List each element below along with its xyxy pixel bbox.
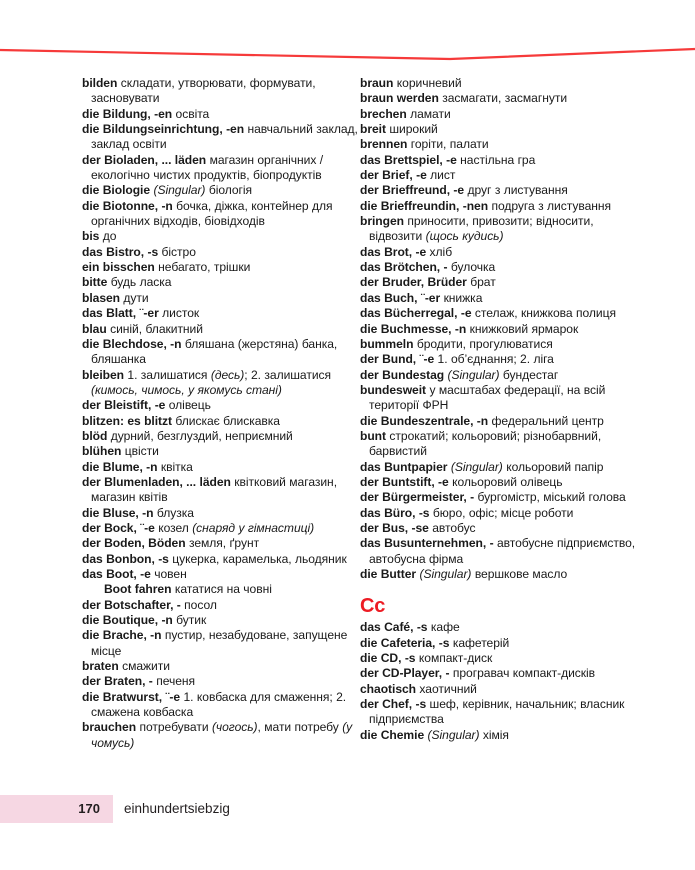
glossary-entry (360, 460, 638, 475)
glossary-entry (82, 444, 360, 459)
entry-gloss: навчальний (244, 122, 313, 137)
entry-headword: brauchen (82, 720, 137, 735)
entry-headword: die Blechdose, -n (82, 336, 182, 351)
glossary-entry (360, 153, 638, 168)
entry-gloss-wrap: засновувати (91, 91, 160, 106)
entry-gloss: федеральний центр (488, 413, 604, 428)
glossary-entry (360, 76, 638, 91)
entry-gloss: хаотичний (416, 681, 477, 696)
glossary-entry (82, 628, 360, 659)
glossary-entry (82, 475, 360, 506)
entry-headword: die CD, -s (360, 651, 416, 666)
glossary-entry (360, 506, 638, 521)
entry-gloss: блискає блискавка (172, 413, 280, 428)
entry-headword: der Braten, - (82, 674, 153, 689)
glossary-entry (82, 122, 360, 153)
entry-gloss: освіта (172, 106, 210, 121)
entry-headword: das Buntpapier (360, 459, 448, 474)
entry-gloss-wrap: бляшанка (91, 352, 146, 367)
entry-headword: die Boutique, -n (82, 613, 173, 628)
entry-gloss: хімія (479, 727, 509, 742)
entry-gloss: хліб (426, 244, 453, 259)
entry-gloss-wrap-note: (щось кудись) (425, 229, 504, 244)
entry-headword: blasen (82, 290, 121, 305)
glossary-entry (360, 291, 638, 306)
glossary-columns (0, 76, 695, 751)
entry-headword: bis (82, 229, 100, 244)
entry-gloss-wrap: екологічно чистих продуктів, біопродуктів (91, 168, 322, 183)
entry-gloss: цукерка, карамелька, (168, 551, 292, 566)
entry-gloss: цвісти (121, 444, 159, 459)
glossary-entry (360, 168, 638, 183)
entry-headword: das Brötchen, - (360, 260, 448, 275)
entry-headword: der Bürgermeister, - (360, 490, 475, 505)
entry-headword: blitzen: es blitzt (82, 413, 173, 428)
glossary-entry (82, 337, 360, 368)
entry-gloss: засмагати, засмагнути (438, 91, 568, 106)
entry-headword: bitte (82, 275, 108, 290)
glossary-entry (360, 91, 638, 106)
entry-gloss: стелаж, книжкова полиця (471, 306, 616, 321)
entry-gloss: друг з листування (464, 183, 568, 198)
entry-headword: der Brieffreund, -e (360, 183, 465, 198)
entry-gloss: синій, блакитний (106, 321, 203, 336)
entry-gloss: ламати (406, 106, 451, 121)
entry-gloss: автобус (428, 520, 476, 535)
glossary-entry (360, 183, 638, 198)
entry-gloss: потребувати (136, 720, 212, 735)
entry-subitem (91, 582, 360, 597)
entry-gloss-wrap: магазин, магазин квітів (91, 474, 338, 505)
entry-gloss-note: (снаряд у гімнастиці) (192, 520, 315, 535)
glossary-entry (82, 291, 360, 306)
glossary-entry (360, 651, 638, 666)
entry-headword: die Bundeszentrale, -n (360, 413, 489, 428)
glossary-entry (82, 398, 360, 413)
glossary-entry (82, 322, 360, 337)
entry-gloss: шеф, керівник, начальник; (426, 697, 577, 712)
entry-gloss: компакт-диск (415, 651, 493, 666)
entry-headword: das Büro, -s (360, 505, 430, 520)
entry-gloss: кольоровий олівець (448, 474, 563, 489)
entry-gloss: олівець (165, 398, 211, 413)
entry-headword: das Bücherregal, -e (360, 306, 472, 321)
glossary-entry (360, 490, 638, 505)
glossary-entry (360, 697, 638, 728)
glossary-entry (82, 506, 360, 521)
entry-headword: der Bleistift, -e (82, 398, 166, 413)
entry-gloss: бутик (172, 613, 207, 628)
entry-gloss: бюро, офіс; місце роботи (429, 505, 574, 520)
entry-headword: bundesweit (360, 382, 427, 397)
entry-gloss: складати, утворювати, формувати, (117, 76, 316, 90)
entry-gloss: строкатий; кольоровий; різнобарвний, (386, 428, 602, 443)
folio-word: einhundertsiebzig (124, 801, 230, 816)
entry-gloss-note: (чогось) (211, 720, 258, 735)
glossary-entry (82, 659, 360, 674)
entry-headword: die Buchmesse, -n (360, 321, 467, 336)
entry-gloss: небагато, трішки (154, 260, 251, 275)
entry-headword: der Bruder, Brüder (360, 275, 467, 290)
entry-gloss-cont: , мати (257, 720, 292, 735)
entry-headword: blühen (82, 444, 122, 459)
page-footer (0, 795, 695, 823)
entry-headword: bleiben (82, 367, 124, 382)
entry-gloss: у масштабах федерації, на всій (426, 382, 606, 397)
entry-headword: das Bonbon, -s (82, 551, 169, 566)
entry-headword: der Bus, -se (360, 520, 429, 535)
glossary-entry (360, 414, 638, 429)
glossary-entry (360, 620, 638, 635)
entry-headword: die Brieffreundin, -nen (360, 198, 489, 213)
entry-subitem-headword: Boot fahren (104, 582, 172, 597)
glossary-entry (82, 720, 360, 751)
entry-gloss: приносити, привозити; відносити, (404, 214, 594, 229)
entry-headword: brennen (360, 137, 408, 152)
entry-headword: der CD-Player, - (360, 666, 450, 681)
entry-headword: die Cafeteria, -s (360, 635, 450, 650)
entry-headword: das Blatt, ¨-er (82, 306, 159, 321)
entry-headword: das Boot, -e (82, 567, 151, 581)
entry-grammar-note: (Singular) (153, 183, 206, 198)
entry-gloss: будь ласка (107, 275, 172, 290)
entry-headword: der Bioladen, ... läden (82, 152, 207, 167)
glossary-column-left (82, 76, 360, 751)
glossary-entry (360, 137, 638, 152)
entry-gloss: квітка (157, 459, 193, 474)
entry-headword: der Boden, Böden (82, 536, 186, 551)
entry-gloss: бістро (158, 244, 196, 259)
glossary-entry (360, 666, 638, 681)
entry-headword: die Bildung, -en (82, 106, 173, 121)
entry-headword: der Bock, ¨-e (82, 520, 155, 535)
decorative-red-rule (0, 0, 695, 70)
entry-gloss-note: (десь) (210, 367, 245, 382)
entry-gloss: бляшана (жерстяна) банка, (181, 336, 338, 351)
entry-grammar-note: (Singular) (447, 367, 500, 382)
entry-gloss: брат (466, 275, 496, 290)
entry-headword: die Butter (360, 567, 417, 581)
entry-gloss: козел (154, 520, 193, 535)
entry-gloss-wrap: заклад, заклад освіти (91, 122, 358, 152)
entry-gloss: дурний, безглуздий, неприємний (107, 428, 293, 443)
entry-gloss: вершкове масло (471, 567, 568, 581)
entry-gloss-wrap: органічних відходів, біовідходів (91, 214, 265, 229)
entry-headword: die Bratwurst, ¨-e (82, 689, 181, 704)
glossary-entry (360, 429, 638, 460)
glossary-entry (82, 690, 360, 721)
entry-headword: blau (82, 321, 107, 336)
glossary-entry (82, 567, 360, 598)
glossary-entry (82, 414, 360, 429)
entry-gloss: пустир, незабудоване, (161, 628, 290, 643)
entry-gloss: квітковий (230, 474, 286, 489)
entry-gloss: земля, ґрунт (185, 536, 260, 551)
glossary-entry (82, 368, 360, 399)
entry-headword: der Blumenladen, ... läden (82, 474, 231, 489)
entry-subitem-gloss: кататися на човні (171, 582, 272, 597)
glossary-entry (360, 682, 638, 697)
entry-gloss: настільна гра (456, 152, 536, 167)
glossary-entry (360, 352, 638, 367)
entry-gloss-wrap: території ФРН (369, 398, 449, 413)
glossary-column-right (360, 76, 638, 751)
glossary-entry (360, 636, 638, 651)
entry-headword: bringen (360, 214, 404, 229)
entry-gloss: посол (180, 597, 217, 612)
entry-headword: das Buch, ¨-er (360, 290, 441, 305)
entry-grammar-note: (Singular) (427, 727, 480, 742)
glossary-entry (360, 306, 638, 321)
entry-headword: brechen (360, 106, 407, 121)
glossary-entry (82, 183, 360, 198)
glossary-entry (82, 199, 360, 230)
entry-gloss-wrap: потребу (291, 720, 343, 735)
glossary-entry (82, 674, 360, 689)
entry-gloss: 1. ковбаска для смаження; (180, 689, 333, 704)
glossary-entry (360, 107, 638, 122)
glossary-entry (360, 368, 638, 383)
entry-headword: die Brache, -n (82, 628, 162, 643)
entry-gloss-wrap: 2. смажена ковбаска (91, 689, 347, 720)
glossary-entry (82, 521, 360, 536)
entry-headword: das Brot, -e (360, 244, 427, 259)
glossary-entry (360, 245, 638, 260)
entry-gloss: кольоровий папір (502, 459, 604, 474)
entry-gloss: блузка (153, 505, 194, 520)
entry-gloss: печеня (152, 674, 196, 689)
entry-headword: der Brief, -e (360, 168, 427, 183)
glossary-entry (360, 475, 638, 490)
glossary-entry (360, 383, 638, 414)
entry-headword: der Bund, ¨-e (360, 352, 435, 367)
glossary-entry (360, 521, 638, 536)
entry-headword: die Biologie (82, 183, 151, 198)
letter-section-heading: Cc (360, 595, 386, 618)
entry-gloss: бочка, діжка, контейнер для (172, 198, 333, 213)
glossary-entry (82, 275, 360, 290)
entry-gloss: листок (158, 306, 200, 321)
glossary-entry (360, 260, 638, 275)
entry-gloss: кафе (427, 620, 460, 635)
entry-headword: die Bluse, -n (82, 505, 154, 520)
entry-gloss: програвач компакт-дисків (449, 666, 596, 681)
entry-gloss: до (99, 229, 117, 244)
entry-gloss: човен (150, 567, 187, 581)
entry-headword: die Blume, -n (82, 459, 158, 474)
entry-gloss: магазин органічних / (206, 152, 324, 167)
entry-headword: ein bisschen (82, 260, 155, 275)
entry-headword: das Busunternehmen, - (360, 536, 494, 551)
entry-gloss-wrap-note: (у чомусь) (91, 720, 353, 750)
glossary-entry (82, 76, 360, 107)
glossary-entry (82, 260, 360, 275)
glossary-entry (82, 306, 360, 321)
glossary-entry (360, 199, 638, 214)
entry-headword: bunt (360, 428, 386, 443)
glossary-entry (360, 214, 638, 245)
glossary-entry (82, 245, 360, 260)
entry-gloss: булочка (447, 260, 496, 275)
entry-headword: breit (360, 122, 386, 137)
entry-gloss: лист (426, 168, 456, 183)
entry-gloss-wrap: голова (585, 490, 626, 505)
entry-headword: das Bistro, -s (82, 244, 159, 259)
entry-gloss: бродити, прогулюватися (413, 336, 553, 351)
entry-gloss-wrap: власник підприємства (369, 697, 625, 727)
entry-gloss: 1. залишатися (123, 367, 211, 382)
entry-headword: die Bildungseinrichtung, -en (82, 122, 245, 137)
entry-headword: bilden (82, 76, 118, 90)
entry-gloss: бундестаг (499, 367, 559, 382)
entry-headword: braun (360, 76, 394, 90)
entry-headword: bummeln (360, 336, 414, 351)
entry-headword: der Botschafter, - (82, 597, 181, 612)
glossary-entry (82, 460, 360, 475)
entry-gloss: кафетерій (449, 635, 510, 650)
entry-gloss-wrap: льодяник (291, 551, 347, 566)
entry-gloss-wrap-note: (кимось, чимось, у якомусь стані) (91, 382, 282, 397)
entry-gloss-wrap: запущене місце (91, 628, 348, 658)
folio-number: 170 (78, 801, 100, 816)
glossary-entry (360, 337, 638, 352)
glossary-entry (360, 728, 638, 743)
entry-gloss: подруга з листування (488, 198, 612, 213)
entry-gloss-cont: ; 2. залишатися (244, 367, 332, 382)
entry-headword: blöd (82, 428, 108, 443)
entry-gloss-wrap: барвистий (369, 444, 427, 459)
entry-gloss: смажити (118, 659, 170, 674)
entry-headword: das Brettspiel, -e (360, 152, 457, 167)
entry-headword: chaotisch (360, 681, 417, 696)
entry-gloss: книжковий ярмарок (466, 321, 579, 336)
glossary-entry (360, 536, 638, 567)
glossary-entry (360, 122, 638, 137)
entry-gloss: 1. об’єднання; 2. ліга (434, 352, 554, 367)
entry-gloss: коричневий (393, 76, 462, 90)
glossary-entry (82, 429, 360, 444)
entry-gloss: біологія (205, 183, 253, 198)
entry-gloss-wrap: відвозити (369, 229, 426, 244)
glossary-entry (82, 107, 360, 122)
entry-gloss: дути (120, 290, 149, 305)
entry-headword: das Café, -s (360, 620, 428, 635)
entry-headword: der Chef, -s (360, 697, 427, 712)
entry-gloss-wrap: підприємство, автобусна фірма (369, 536, 636, 566)
glossary-entry (82, 536, 360, 551)
glossary-entry (82, 613, 360, 628)
entry-gloss: автобусне (493, 536, 554, 551)
entry-headword: der Bundestag (360, 367, 445, 382)
glossary-entry (82, 598, 360, 613)
glossary-entry (82, 153, 360, 184)
glossary-entry (360, 567, 638, 582)
entry-grammar-note: (Singular) (419, 567, 472, 581)
entry-gloss: бургомістр, міський (474, 490, 586, 505)
entry-headword: die Chemie (360, 727, 425, 742)
glossary-entry (360, 322, 638, 337)
glossary-entry (82, 552, 360, 567)
entry-grammar-note: (Singular) (450, 459, 503, 474)
entry-headword: der Buntstift, -e (360, 474, 449, 489)
entry-headword: braun werden (360, 91, 439, 106)
entry-gloss: горіти, палати (407, 137, 489, 152)
glossary-entry (82, 229, 360, 244)
glossary-entry (360, 275, 638, 290)
entry-headword: die Biotonne, -n (82, 198, 173, 213)
entry-gloss: широкий (385, 122, 438, 137)
entry-headword: braten (82, 659, 119, 674)
entry-gloss: книжка (440, 290, 483, 305)
